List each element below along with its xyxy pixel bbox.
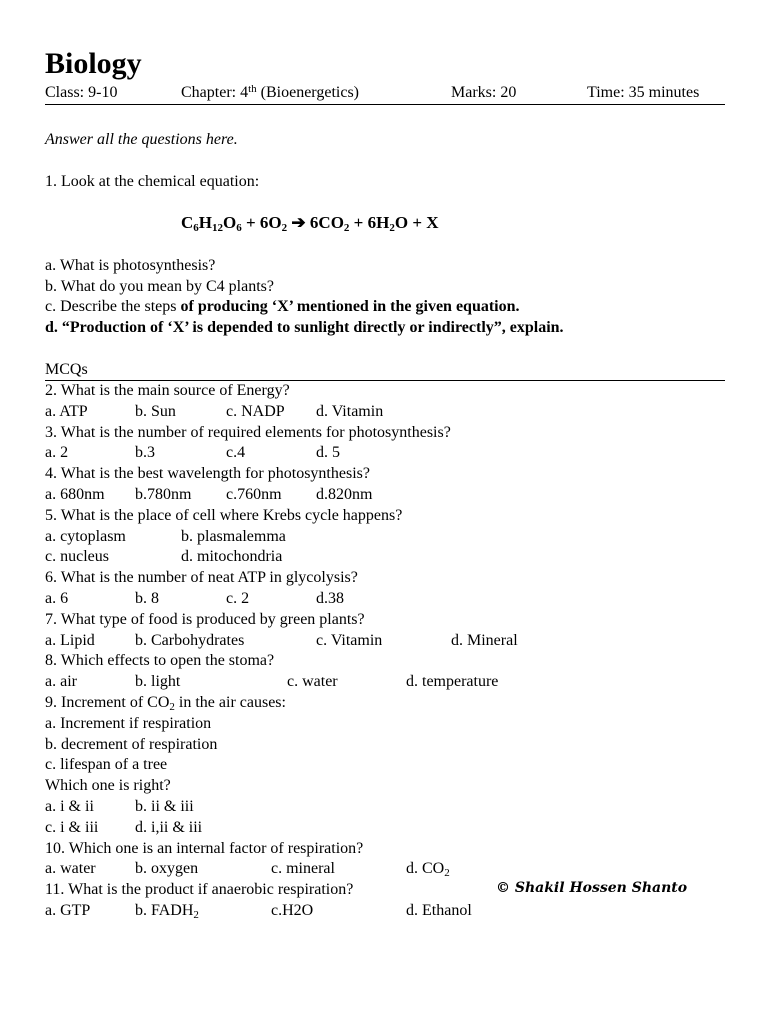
question-8-text: 8. Which effects to open the stoma? (45, 652, 275, 670)
eq-part: + 6H (349, 213, 390, 232)
question-5-options-row1 (45, 527, 725, 548)
question-6-text: 6. What is the number of neat ATP in glycolysis? (45, 569, 358, 587)
question-9-text (45, 693, 725, 714)
option-b: b. oxygen (135, 860, 199, 878)
statement-ii: b. decrement of respiration (45, 735, 218, 753)
option-b-text: b. FADH (135, 901, 194, 919)
option-a: a. i & ii (45, 797, 94, 815)
question-1-subparts (45, 256, 564, 339)
option-d: d. i,ii & iii (135, 818, 203, 836)
option-d: d. Vitamin (316, 402, 384, 420)
option-a: a. 2 (45, 444, 69, 462)
question-1c-lead: c. Describe the steps (45, 298, 181, 316)
mcq-list (45, 381, 725, 922)
question-1-stem: 1. Look at the chemical equation: (45, 173, 260, 190)
option-c: c.4 (226, 444, 246, 462)
question-4-options (45, 485, 725, 506)
author-signature: © Shakil Hossen Shanto (496, 880, 688, 896)
question-7-text: 7. What type of food is produced by green plants? (45, 610, 365, 628)
question-8-options (45, 672, 725, 693)
chapter-name: (Bioenergetics) (256, 84, 359, 101)
question-1c (45, 297, 564, 318)
eq-subscript: 6 (236, 222, 242, 234)
question-7-options (45, 631, 725, 652)
question-5-options-row2 (45, 547, 725, 568)
option-c: c. nucleus (45, 548, 109, 566)
question-11-text: 11. What is the product if anaerobic respiration? (45, 881, 354, 899)
question-1d: d. “Production of ‘X’ is depended to sunlight directly or indirectly”, explain. (45, 319, 564, 337)
question-3-options (45, 443, 725, 464)
option-c: c.760nm (226, 485, 282, 503)
option-c: c. 2 (226, 589, 250, 607)
question-9-prompt: Which one is right? (45, 777, 171, 795)
option-d: d.38 (316, 589, 344, 607)
question-9-text-lead: 9. Increment of CO (45, 693, 170, 711)
chapter-number: Chapter: 4 (181, 84, 249, 101)
mcq-heading: MCQs (45, 360, 725, 381)
option-d-text: d. CO (406, 860, 445, 878)
eq-subscript: 12 (212, 222, 224, 234)
option-a: a. air (45, 673, 77, 691)
question-2-options (45, 402, 725, 423)
eq-subscript: 2 (343, 222, 350, 234)
question-1a: a. What is photosynthesis? (45, 257, 216, 274)
eq-part: C (181, 213, 194, 232)
option-d: d. temperature (406, 673, 499, 691)
option-b: b. plasmalemma (181, 527, 286, 545)
option-d: d. 5 (316, 444, 340, 462)
option-c: c. water (287, 673, 338, 691)
option-a: a. 6 (45, 589, 69, 607)
option-d: d.820nm (316, 485, 373, 503)
arrow-icon: ➔ (287, 213, 310, 232)
chapter-number-suffix: th (248, 83, 257, 95)
option-a: a. Lipid (45, 631, 95, 649)
question-3-text: 3. What is the number of required elements for photosynthesis? (45, 423, 451, 441)
instructions: Answer all the questions here. (45, 131, 238, 148)
option-a: a. water (45, 860, 96, 878)
option-a: a. GTP (45, 901, 91, 919)
eq-part: O + X (394, 213, 439, 232)
option-b: b. Sun (135, 402, 176, 420)
statement-iii: c. lifespan of a tree (45, 756, 168, 774)
option-b: b. light (135, 673, 181, 691)
question-1c-rest: of producing ‘X’ mentioned in the given equation. (180, 298, 520, 316)
statement-i: a. Increment if respiration (45, 714, 212, 732)
time-label: Time: 35 minutes (587, 84, 700, 101)
eq-part: 6CO (309, 213, 344, 232)
eq-part: O (223, 213, 237, 232)
chemical-equation (181, 212, 439, 234)
option-c: c. NADP (226, 402, 285, 420)
option-c: c. mineral (271, 860, 335, 878)
question-4-text: 4. What is the best wavelength for photosynthesis? (45, 465, 370, 483)
option-d (406, 859, 450, 880)
class-label: Class: 9-10 (45, 84, 118, 101)
option-b: b.3 (135, 444, 155, 462)
question-2-text: 2. What is the main source of Energy? (45, 382, 290, 399)
question-6-options (45, 589, 725, 610)
question-9-options-row1 (45, 797, 725, 818)
eq-part: + 6O (241, 213, 282, 232)
eq-subscript: 6 (193, 222, 199, 234)
eq-subscript: 2 (281, 222, 288, 234)
option-c: c. Vitamin (316, 631, 383, 649)
option-c: c.H2O (271, 901, 314, 919)
question-10-text: 10. Which one is an internal factor of respiration? (45, 839, 364, 857)
question-1b: b. What do you mean by C4 plants? (45, 277, 274, 295)
eq-subscript: 2 (389, 222, 395, 234)
option-d: d. Ethanol (406, 901, 472, 919)
question-10-options (45, 859, 725, 880)
document-title: Biology (45, 47, 142, 80)
chapter-label (181, 82, 359, 104)
option-a: a. ATP (45, 402, 88, 420)
marks-label: Marks: 20 (451, 84, 517, 101)
question-11-options (45, 901, 725, 922)
fadh2-subscript: 2 (193, 908, 199, 921)
option-b (135, 901, 199, 922)
eq-part: H (198, 213, 213, 232)
option-d: d. mitochondria (181, 548, 283, 566)
header-meta-row (45, 82, 725, 105)
option-b: b. ii & iii (135, 797, 194, 815)
option-a: a. 680nm (45, 485, 105, 503)
question-5-text: 5. What is the place of cell where Krebs cycle happens? (45, 506, 403, 524)
option-b: b. Carbohydrates (135, 631, 245, 649)
question-9-options-row2 (45, 818, 725, 839)
option-c: c. i & iii (45, 818, 99, 836)
option-a: a. cytoplasm (45, 527, 126, 545)
option-b: b. 8 (135, 589, 159, 607)
question-9-text-rest: in the air causes: (174, 693, 286, 711)
option-b: b.780nm (135, 485, 192, 503)
co2-subscript: 2 (169, 700, 175, 713)
option-d: d. Mineral (451, 631, 518, 649)
co2-subscript: 2 (444, 867, 450, 880)
